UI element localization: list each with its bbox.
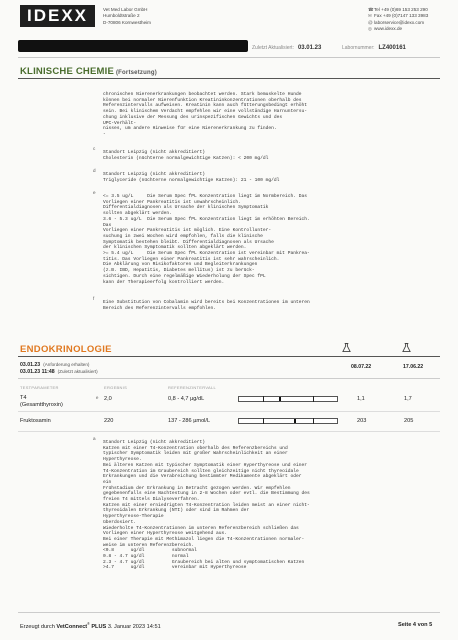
param-name: Fruktosamin — [20, 418, 51, 424]
row-divider — [18, 378, 440, 379]
col-header-result: ERGEBNIS — [104, 385, 128, 390]
text-line: 0.8 - 4.7 ug/dl normal — [103, 554, 189, 560]
result-marker — [294, 419, 296, 423]
footer-brand: VetConnect — [56, 623, 88, 630]
page-number: Seite 4 von 5 — [398, 622, 433, 628]
text-line: Hyperthyreose. — [103, 457, 142, 463]
result-value: 2,0 — [104, 396, 112, 402]
text-line: Standort Leipzig (nicht akkreditiert) — [103, 150, 205, 155]
idexx-logo: IDEXX — [20, 5, 95, 27]
section-title-klinische-chemie — [20, 66, 157, 77]
text-line: Katzen mit einer erniedrigten T4-Konzentration leiden meist an einer nicht- — [103, 502, 310, 508]
text-line: UPC-Verhält- — [103, 120, 137, 126]
text-line: kann der Therapieerfolg kontrolliert werden. — [103, 279, 225, 285]
text-line: typischer Symptomatik leiden mit großer Wahrscheinlichkeit an einer — [103, 451, 288, 457]
section-title-endokrinologie: ENDOKRINOLOGIE — [20, 344, 112, 355]
text-line: chung inklusive der Messung des urinspezifischen Gewichts und des — [103, 114, 283, 120]
updated-value: 03.01.23 — [297, 45, 322, 51]
footnote-marker: c — [93, 146, 96, 151]
footer-reg: ® — [87, 622, 90, 626]
footnote-marker: d — [93, 168, 96, 173]
footer-plus: PLUS — [91, 623, 107, 630]
range-high-tick — [313, 396, 314, 402]
history-value: 1,7 — [404, 396, 412, 402]
text-line: (z.B. IBD, Hepatitis, Diabetes mellitus) ist zu berück- — [103, 268, 255, 274]
footnote-marker: a — [93, 436, 96, 441]
updated-label: Zuletzt Aktualisiert: — [252, 45, 294, 51]
updated-meta — [252, 45, 321, 51]
col-header-param: TESTPARAMETER — [20, 385, 59, 390]
text-line: Bei älteren Katzen mit typischer Symptomatik einer Hyperthyreose und einer — [103, 462, 307, 468]
text-line: können bei normaler Nierenfunktion Kreatininkonzentrationen oberhalb des — [103, 97, 302, 103]
fax-text: Fax +49 (0)7147 133 3983 — [374, 13, 429, 19]
redacted-patient-info — [18, 40, 248, 52]
text-line: Vorliegen einer Hyperthyreose weitgehend aus. — [103, 531, 228, 537]
address-line: Vet Med Labor GmbH — [103, 7, 148, 12]
text-line: Cholesterin (nüchterne normalgewichtige Katzen): < 200 mg/dl — [103, 155, 269, 161]
lab-address — [103, 7, 151, 26]
text-line: >4.7 ug/dl vereinbar mit Hyperthyreose — [103, 565, 247, 571]
range-high-tick — [313, 418, 314, 424]
result-value: 220 — [104, 418, 114, 424]
section-divider — [18, 78, 440, 79]
text-line: <= 3.5 ug/L Die Serum Spec fPL Konzentration liegt im Normbereich. Das — [103, 194, 307, 199]
text-line: gegebenenfalls eine Nachtestung in 2-8 Wochen oder evtl. die Bestimmung des — [103, 491, 310, 497]
date-received-note: (Anforderung erhalten) — [43, 362, 90, 367]
history-date: 08.07.22 — [351, 364, 372, 370]
text-line: thyreoidalen Erkrankung (NTI) oder sind im Rahmen der — [103, 508, 250, 514]
range-bar — [238, 396, 338, 402]
klinische-subtitle: (Fortsetzung) — [115, 70, 157, 76]
date-received-value: 03.01.23 — [20, 362, 41, 368]
date-updated-value: 03.01.23 11:48 — [20, 369, 55, 375]
section-divider — [18, 356, 440, 357]
row-divider — [18, 431, 440, 432]
text-line: T4-Konzentration im Graubereich sollten gleichzeitige nicht thyreoidale — [103, 468, 299, 474]
text-line: sichtigen. Durch eine regelmäßige Wiederholung der Spec fPL — [103, 273, 266, 279]
phone-icon: ☎ — [368, 7, 374, 12]
lab-number-meta — [342, 45, 406, 51]
text-line: Die Abklärung von Risikofaktoren und Begleiterkrankungen — [103, 262, 258, 268]
footnote-marker: e — [96, 395, 99, 400]
text-line: Eine Substitution von Cobalamin wird bereits bei Konzentrationen im unteren — [103, 300, 310, 305]
text-line: überdosiert. — [103, 519, 137, 525]
text-line: Bereich des Referenzintervalls empfohlen. — [103, 305, 217, 311]
lab-number-label: Labornummer: — [342, 45, 375, 51]
text-line: ein — [103, 479, 112, 485]
flask-icon — [342, 343, 351, 353]
history-value: 1,1 — [357, 396, 365, 402]
phone-text: Tel +49 (0)69 153 253 290 — [374, 7, 428, 12]
footnote-marker: f — [93, 296, 95, 301]
text-line: Standort Leipzig (nicht akkreditiert) — [103, 172, 205, 177]
text-line: Erkrankungen und die Verabreichung bestimmter Medikamente abgeklärt oder — [103, 474, 302, 480]
text-line: 3.6 - 5.3 ug/L Die Serum Spec fPL Konzentration liegt im erhöhten Bereich. — [103, 216, 310, 222]
text-line: Das — [103, 222, 112, 228]
address-line: Humboldtstraße 2 — [103, 13, 140, 19]
footnote-f-text — [103, 300, 310, 311]
address-line: D-70806 Kornwestheim — [103, 19, 152, 25]
fax-icon: ✉ — [368, 13, 372, 19]
header-divider — [18, 57, 440, 58]
text-line: Katzen mit einer T4-Konzentration oberhalb des Referenzbereichs und — [103, 445, 288, 451]
history-date: 17.06.22 — [403, 364, 424, 370]
text-line: suchung in zwei Wochen wird empfohlen, falls die klinische — [103, 233, 263, 239]
text-line: Vorliegen einer Pankreatitis ist unwahrscheinlich. — [103, 199, 241, 205]
endo-note-text — [103, 440, 310, 571]
contact-web — [368, 26, 428, 32]
text-line: Bei einer Therapie mit Methimazol liegen die T4-Konzentrationen normaler- — [103, 536, 305, 542]
param-name: T4 — [20, 395, 27, 401]
mail-icon: @ — [368, 19, 373, 25]
lab-number-value: LZ400161 — [378, 45, 406, 51]
text-line: titis. Das Vorliegen einer Pankreatitis ist sehr wahrscheinlich. — [103, 256, 280, 262]
reference-range: 0,8 - 4,7 µg/dL — [168, 396, 205, 402]
footnote-marker: e — [93, 190, 96, 195]
text-line: Triglyceride (nüchterne normalgewichtige Katzen): 21 - 100 mg/dl — [103, 177, 280, 183]
footnote-c-text — [103, 150, 268, 161]
text-line: <0.8 ug/dl subnormal — [103, 548, 197, 554]
text-line: chronischen Nierenerkrankungen beobachtet werden. Stark bemuskelte Hunde — [103, 92, 302, 97]
klinische-title: KLINISCHE CHEMIE — [20, 66, 114, 77]
text-line: >= 5.4 ug/L Die Serum Spec fPL Konzentration ist vereinbar mit Pankrea- — [103, 251, 310, 257]
text-line: sollten abgeklärt werden. — [103, 211, 172, 217]
footer-date: 3. Januar 2023 14:51 — [107, 623, 161, 630]
lab-contact — [368, 7, 428, 32]
param-subname: (Gesamtthyroxin) — [20, 402, 63, 408]
flask-icon — [402, 343, 411, 353]
text-line: der klinischen Symptomatik sollten abgeklärt werden. — [103, 245, 247, 251]
text-line: Standort Leipzig (nicht akkreditiert) — [103, 440, 205, 445]
web-icon: ◎ — [368, 25, 373, 31]
footer-prefix: Erzeugt durch — [20, 623, 55, 630]
text-line: Symptomatik bestehen bleibt. Differentialdiagnosen als Ursache — [103, 239, 274, 245]
text-line: Wiederholte T4-Konzentrationen im unteren Referenzbereich schließen das — [103, 525, 299, 531]
klinische-intro-text — [103, 92, 307, 138]
history-value: 205 — [404, 418, 414, 424]
text-line: Frühstadium der Erkrankung in Betracht gezogen werden. Wir empfehlen — [103, 485, 291, 491]
range-bar — [238, 418, 338, 424]
text-line: Vorliegen einer Pankreatitis ist möglich. Eine Kontrollunter- — [103, 228, 272, 234]
row-divider — [18, 411, 440, 412]
reference-range: 137 - 286 µmol/L — [168, 418, 211, 424]
text-line: Referenzintervalls aufweisen. Kreatinin kann auch fütterungsbedingt erhöht — [103, 103, 307, 109]
text-line: freien T4 mittels Dialyseverfahren. — [103, 497, 200, 503]
text-line: sein. Bei klinischem Verdacht empfehlen wir eine vollständige Harnuntersu- — [103, 109, 307, 115]
mail-link[interactable]: laborservice@idexx.com — [374, 19, 425, 25]
text-line: 2.3 - 4.7 ug/dl Graubereich bei alten und symptomatischen Katzen — [103, 559, 305, 565]
text-line: Hyperthyreose-Therapie — [103, 514, 164, 520]
col-header-ref: REFERENZINTERVALL — [168, 385, 217, 390]
web-link[interactable]: www.idexx.de — [374, 25, 403, 31]
range-low-tick — [263, 396, 264, 402]
text-line: nisses, um andere Hinweise für eine Nierenerkrankung zu finden. — [103, 126, 277, 132]
date-received — [20, 362, 89, 368]
range-low-tick — [263, 418, 264, 424]
footer-divider — [18, 612, 440, 613]
text-line: Differentialdiagnosen als Ursache der klinischen Symptomatik — [103, 205, 269, 211]
result-marker — [279, 397, 281, 401]
text-line: - — [103, 131, 106, 137]
footnote-e-text — [103, 194, 310, 285]
date-updated-note: (Zuletzt aktualisiert) — [57, 369, 98, 374]
footer-generated-by — [20, 622, 161, 630]
footnote-d-text — [103, 172, 279, 183]
date-updated — [20, 369, 98, 375]
history-value: 203 — [357, 418, 367, 424]
text-line: weise im unteren Referenzbereich. — [103, 542, 194, 548]
